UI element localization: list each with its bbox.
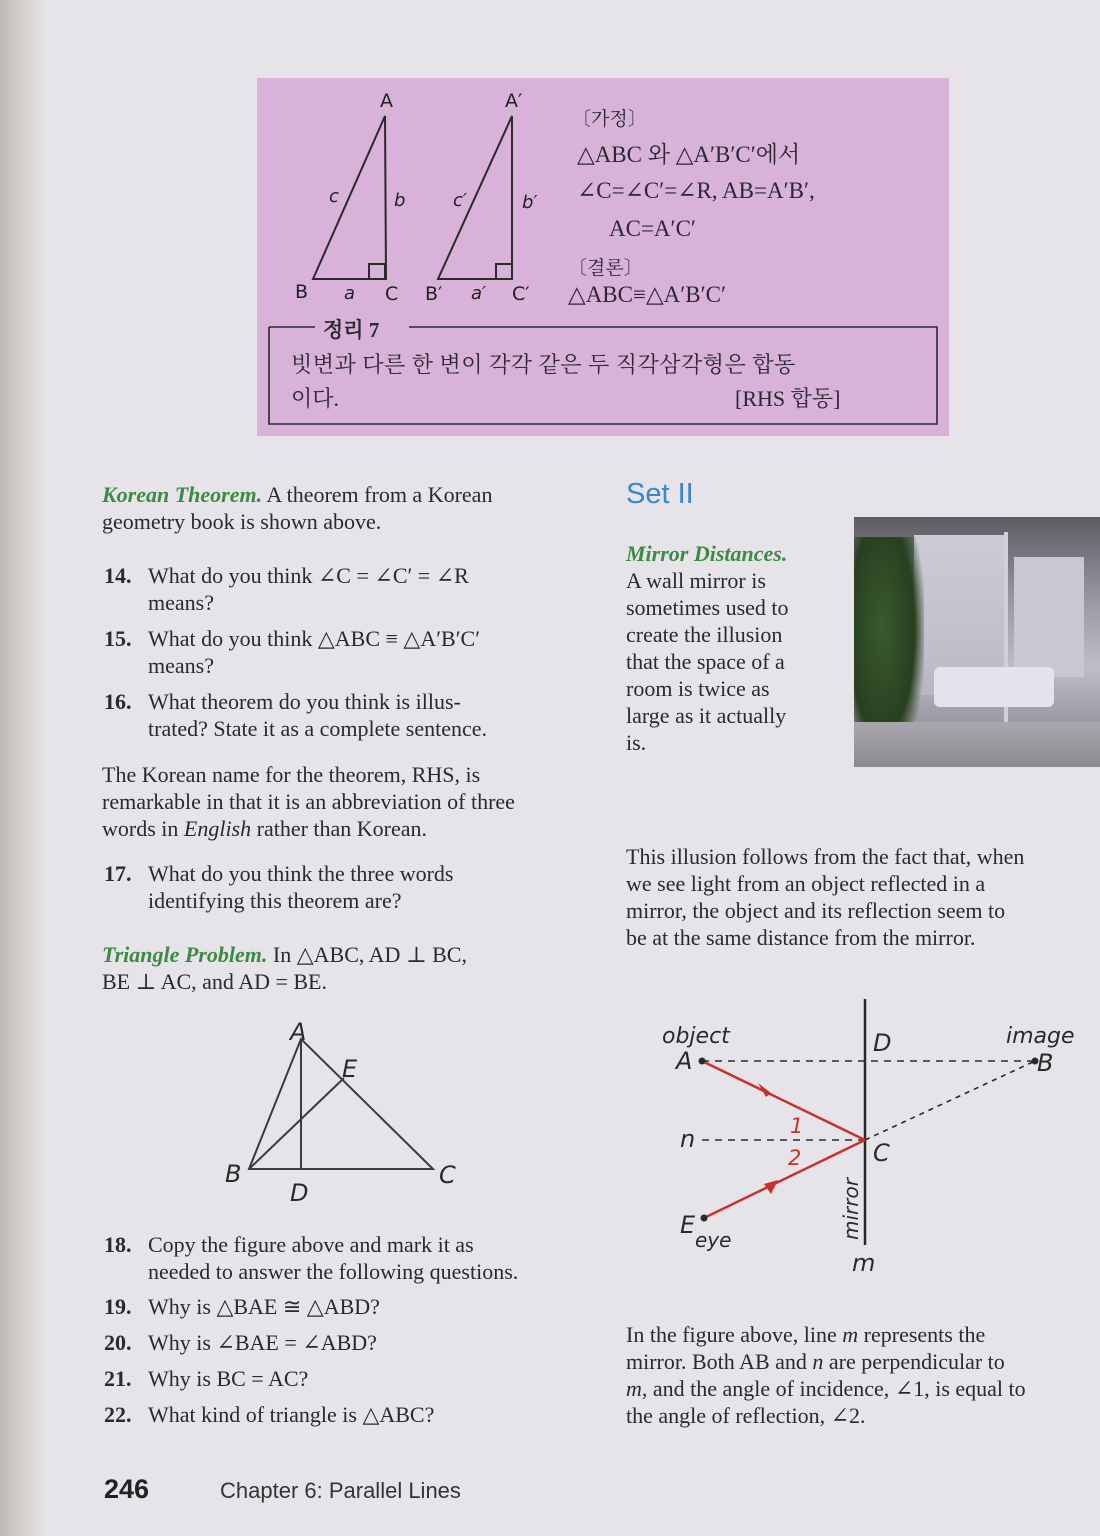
q15-number: 15. (104, 626, 132, 651)
rhs-line-3-pre: words in (102, 816, 184, 841)
q16-number: 16. (104, 689, 132, 714)
final-paragraph (626, 1321, 1026, 1429)
q19-number: 19. (104, 1294, 132, 1319)
label-B-prime: B′ (425, 283, 443, 305)
q18-number: 18. (104, 1232, 132, 1257)
fig-label-n: n (680, 1125, 696, 1153)
korean-theorem-box (257, 78, 949, 436)
rhs-line-3-post: rather than Korean. (251, 816, 428, 841)
conclusion-label: 〔결론〕 (568, 258, 643, 279)
mirror-paragraph-line: A wall mirror is (626, 568, 766, 593)
mirror-paragraph-line: large as it actually (626, 703, 787, 728)
illusion-paragraph-line: we see light from an object reflected in a (626, 871, 986, 896)
right-angle-mark-prime (496, 264, 512, 279)
korean-theorem-heading: Korean Theorem. (102, 482, 263, 507)
label-b-prime: b′ (522, 192, 538, 213)
illusion-paragraph-line: be at the same distance from the mirror. (626, 925, 976, 950)
fig-label-eye: eye (695, 1228, 732, 1252)
q17-number: 17. (104, 861, 132, 886)
fig-label-A: A (290, 1018, 307, 1046)
triangle-intro-line-1 (102, 941, 467, 968)
q18-line-2: needed to answer the following questions. (148, 1259, 519, 1284)
final-text: the angle of reflection, ∠2. (626, 1403, 866, 1428)
page-number: 246 (104, 1474, 150, 1504)
mirror-paragraph (626, 567, 848, 756)
fig-label-angle-2: 2 (788, 1146, 802, 1170)
q15-line-1: What do you think △ABC ≡ △A′B′C′ (148, 626, 481, 651)
rhs-line-1: The Korean name for the theorem, RHS, is (102, 762, 481, 787)
triangle-abc-figure (215, 1015, 475, 1210)
hypothesis-line-1: △ABC 와 △A′B′C′에서 (577, 142, 801, 167)
hypothesis-label: 〔가정〕 (572, 109, 647, 130)
theorem-line-2: 이다. (291, 386, 340, 411)
label-B: B (295, 281, 309, 303)
illusion-paragraph-line: This illusion follows from the fact that, when (626, 844, 1025, 869)
bedroom-mirror-photo (854, 517, 1100, 767)
label-b: b (394, 190, 406, 211)
q16-line-1: What theorem do you think is illus- (148, 689, 461, 714)
rhs-english-emphasis: English (183, 816, 252, 841)
q18-line-1: Copy the figure above and mark it as (148, 1232, 474, 1257)
final-paragraph-line (626, 1375, 1026, 1402)
theorem-line-1: 빗변과 다른 한 변이 각각 같은 두 직각삼각형은 합동 (291, 352, 796, 377)
theorem-tag: [RHS 합동] (735, 386, 841, 411)
q17-line-1: What do you think the three words (148, 861, 454, 886)
triangle-intro-text: In △ABC, AD ⊥ BC, (267, 942, 467, 967)
mirror-paragraph-line: sometimes used to (626, 595, 789, 620)
triangle-problem-heading: Triangle Problem. (102, 942, 268, 967)
rhs-line-3 (102, 815, 427, 842)
mirror-paragraph-line: create the illusion (626, 622, 783, 647)
incident-ray (702, 1061, 865, 1140)
math-variable: m, (626, 1376, 648, 1401)
fig-label-object: object (662, 1024, 730, 1049)
q22-number: 22. (104, 1402, 132, 1427)
q20-number: 20. (104, 1330, 132, 1355)
label-A-prime: A′ (505, 90, 523, 112)
q22-text: What kind of triangle is △ABC? (148, 1402, 435, 1427)
conclusion-line: △ABC≡△A′B′C′ (568, 282, 727, 307)
fig-label-mirror: mirror (839, 1178, 863, 1240)
q21-number: 21. (104, 1366, 132, 1391)
final-text: In the figure above, line (626, 1322, 843, 1347)
q20-text: Why is ∠BAE = ∠ABD? (148, 1330, 377, 1355)
triangle-outline (249, 1039, 433, 1169)
fig-label-D: D (290, 1179, 309, 1207)
rhs-line-2: remarkable in that it is an abbreviation of three (102, 789, 515, 814)
altitude-be (249, 1078, 344, 1169)
math-variable: m (842, 1322, 859, 1347)
math-variable: n (812, 1349, 824, 1374)
label-c-prime: c′ (453, 190, 467, 211)
illusion-paragraph (626, 843, 1024, 951)
q21-text: Why is BC = AC? (148, 1366, 309, 1391)
korean-intro-line-2: geometry book is shown above. (102, 509, 382, 534)
q14-number: 14. (104, 563, 132, 588)
chapter-footer: Chapter 6: Parallel Lines (220, 1478, 461, 1503)
label-C-prime: C′ (512, 283, 530, 305)
set-title: Set II (626, 478, 694, 510)
triangle-intro-line-2: BE ⊥ AC, and AD = BE. (102, 969, 327, 994)
label-A: A (380, 90, 393, 112)
fig-label-A: A (676, 1047, 693, 1075)
fig-label-C: C (873, 1139, 890, 1167)
fig-label-B: B (1037, 1049, 1054, 1077)
q16-line-2: trated? State it as a complete sentence. (148, 716, 488, 741)
fig-label-E: E (680, 1211, 696, 1239)
virtual-ray (865, 1061, 1035, 1140)
q19-text: Why is △BAE ≅ △ABD? (148, 1294, 380, 1319)
hypothesis-line-2: ∠C=∠C′=∠R, AB=A′B′, (577, 178, 815, 203)
label-c: c (329, 186, 339, 207)
fig-label-image: image (1006, 1024, 1075, 1049)
final-text: and the angle of incidence, ∠1, is equal to (647, 1376, 1026, 1401)
final-paragraph-line (626, 1348, 1026, 1375)
label-a: a (344, 283, 356, 304)
illusion-paragraph-line: mirror, the object and its reflection seem to (626, 898, 1006, 923)
fig-label-C: C (439, 1161, 456, 1189)
fig-label-E: E (342, 1055, 358, 1083)
triangle-a-prime (438, 116, 512, 279)
hypothesis-line-3: AC=A′C′ (609, 216, 696, 241)
fig-label-m: m (852, 1249, 876, 1277)
mirror-paragraph-line: that the space of a (626, 649, 785, 674)
final-text: mirror. Both AB and (626, 1349, 813, 1374)
point-a (699, 1058, 706, 1065)
mirror-paragraph-line: room is twice as (626, 676, 770, 701)
theorem-title: 정리 7 (323, 318, 380, 342)
label-C: C (385, 283, 399, 305)
mirror-heading: Mirror Distances. (626, 541, 788, 566)
q15-line-2: means? (148, 653, 214, 678)
mirror-reflection-figure (640, 995, 1100, 1285)
fig-label-B: B (225, 1160, 242, 1188)
fig-label-D: D (873, 1029, 892, 1057)
final-paragraph-line (626, 1402, 1026, 1429)
korean-intro-text: A theorem from a Korean (262, 482, 493, 507)
right-angle-mark (369, 264, 385, 279)
q14-line-1: What do you think ∠C = ∠C′ = ∠R (148, 563, 469, 588)
fig-label-angle-1: 1 (790, 1114, 804, 1138)
q17-line-2: identifying this theorem are? (148, 888, 402, 913)
triangle-abc (313, 116, 386, 279)
final-paragraph-line (626, 1321, 1026, 1348)
final-text: represents the (858, 1322, 986, 1347)
final-text: are perpendicular to (823, 1349, 1005, 1374)
mirror-paragraph-line: is. (626, 730, 647, 755)
point-e (701, 1215, 708, 1222)
label-a-prime: a′ (471, 283, 487, 304)
book-spine-shadow (0, 0, 46, 1536)
q14-line-2: means? (148, 590, 214, 615)
korean-intro-line-1 (102, 481, 492, 508)
